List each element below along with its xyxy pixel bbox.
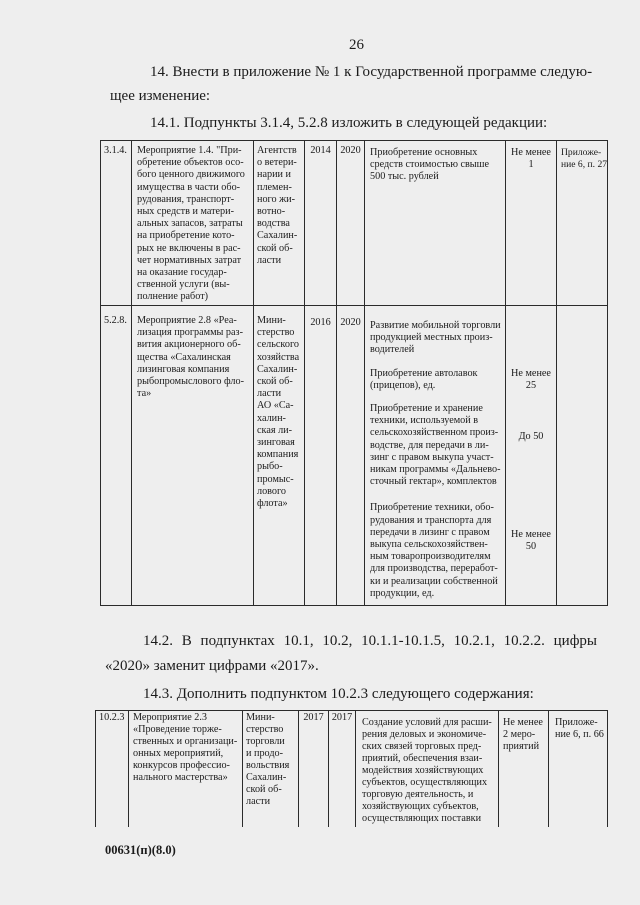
table-row <box>96 711 608 827</box>
cell-measure <box>132 306 254 606</box>
cell-measure <box>129 711 243 827</box>
cell-start-year <box>305 306 337 606</box>
indicator-value: Не менее 2 меро- приятий <box>503 717 543 752</box>
paragraph-14-2-line-1: 14.2. В подпунктах 10.1, 10.2, 10.1.1-10.1.5, 10.2.1, 10.2.2. цифры <box>143 633 597 649</box>
cell-indicator-value <box>499 711 549 827</box>
indicator-text: Создание условий для расши- рения деловых и экономиче- ских связей торговых пред- приятий, обеспечения взаи- модействия хозяйствующих субъектов, осуществляющих торговую деятельность, и хозяйствующих субъектов, осуществляющих поставки <box>362 717 492 824</box>
end-year: 2020 <box>340 317 361 328</box>
cell-end-year <box>329 711 356 827</box>
paragraph-14-line-2: щее изменение: <box>110 88 211 104</box>
start-year: 2017 <box>303 712 324 723</box>
indicator-text: Приобретение и хранение техники, используемой в сельскохозяйственном произ- водстве, для передачи в ли- зинг с правом выкупа участ- никам программы «Дальнево- сточный гектар», комплектов <box>370 403 501 488</box>
cell-item-number <box>96 711 129 827</box>
paragraph-14-1: 14.1. Подпункты 3.1.4, 5.2.8 изложить в следующей редакции: <box>150 115 548 131</box>
table-subitem-10-2-3 <box>95 710 608 827</box>
cell-executor <box>243 711 299 827</box>
end-year: 2017 <box>331 712 353 723</box>
measure-text: Мероприятие 1.4. "При- обретение объектов осо- бого ценного движимого имущества в части обо- рудования, транспорт- ных средств и матери- альных запасов, затраты на приобретение кото- рых не включены в рас- чет нормативных затрат на оказание государ- ственной услуги (вы- полнение работ) <box>137 145 245 303</box>
page-number: 26 <box>349 37 364 53</box>
measure-text: Мероприятие 2.8 «Реа- лизация программы раз- вития акционерного об- щества «Сахалинская лизинговая компания рыбопромыслового фло- та» <box>137 315 244 400</box>
cell-measure <box>132 141 254 306</box>
cell-start-year <box>305 141 337 306</box>
cell-start-year <box>299 711 329 827</box>
indicator-value: До 50 <box>518 431 544 443</box>
item-number: 10.2.3 <box>99 712 125 723</box>
cell-indicator <box>356 711 499 827</box>
cell-item-number <box>101 306 132 606</box>
indicator-text: Приобретение автолавок (прицепов), ед. <box>370 367 478 391</box>
cell-end-year <box>337 306 365 606</box>
cell-indicator-value <box>506 306 557 606</box>
indicator-value: Не менее 25 <box>511 368 551 392</box>
indicator-text: Развитие мобильной торговли продукцией местных произ- водителей <box>370 320 501 356</box>
start-year: 2014 <box>310 145 331 156</box>
cell-end-year <box>337 141 365 306</box>
start-year: 2016 <box>310 317 331 328</box>
end-year: 2020 <box>340 145 361 156</box>
cell-indicator <box>365 306 506 606</box>
item-number: 3.1.4. <box>104 145 127 156</box>
indicator-value: Не менее 50 <box>511 528 551 552</box>
cell-executor <box>254 306 305 606</box>
executor-text: Мини- стерство торговли и продо- вольствия Сахалин- ской об- ласти <box>246 712 290 807</box>
cell-executor <box>254 141 305 306</box>
table-subitems-3-1-4-and-5-2-8 <box>100 140 608 606</box>
document-code: 00631(п)(8.0) <box>105 843 176 857</box>
cell-indicator-value <box>506 141 557 306</box>
table-row <box>101 141 608 306</box>
cell-indicator <box>365 141 506 306</box>
indicator-text: Приобретение основных средств стоимостью свыше 500 тыс. рублей <box>370 147 490 183</box>
reference-text: Приложе- ние 6, п. 66 <box>555 717 604 740</box>
item-number: 5.2.8. <box>104 315 127 326</box>
executor-text: Мини- стерство сельского хозяйства Сахалин- ской об- ласти АО «Са- халин- ская ли- зинговая компания рыбо- промыс- лового флота» <box>257 315 300 510</box>
cell-reference <box>557 306 608 606</box>
indicator-value: Не менее 1 <box>511 147 551 171</box>
reference-text: Приложе- ние 6, п. 27 <box>561 147 608 171</box>
table-row <box>101 306 608 606</box>
paragraph-14-line-1: 14. Внести в приложение № 1 к Государственной программе следую- <box>150 64 593 80</box>
executor-text: Агентств о ветери- нарии и племен- ного жи- вотно- водства Сахалин- ской об- ласти <box>257 145 298 266</box>
cell-item-number <box>101 141 132 306</box>
paragraph-14-3: 14.3. Дополнить подпунктом 10.2.3 следующего содержания: <box>143 686 534 702</box>
indicator-text: Приобретение техники, обо- рудования и транспорта для передачи в лизинг с правом выкупа сельскохозяйствен- ным товаропроизводителям для производства, переработ- ки и реализации собственной продукции, ед. <box>370 502 498 599</box>
measure-text: Мероприятие 2.3 «Проведение торже- ственных и организаци- онных мероприятий, конкурсов профессио- нального мастерства» <box>133 712 238 783</box>
cell-reference <box>557 141 608 306</box>
cell-reference <box>549 711 608 827</box>
paragraph-14-2-line-2: «2020» заменит цифрами «2017». <box>105 658 319 674</box>
